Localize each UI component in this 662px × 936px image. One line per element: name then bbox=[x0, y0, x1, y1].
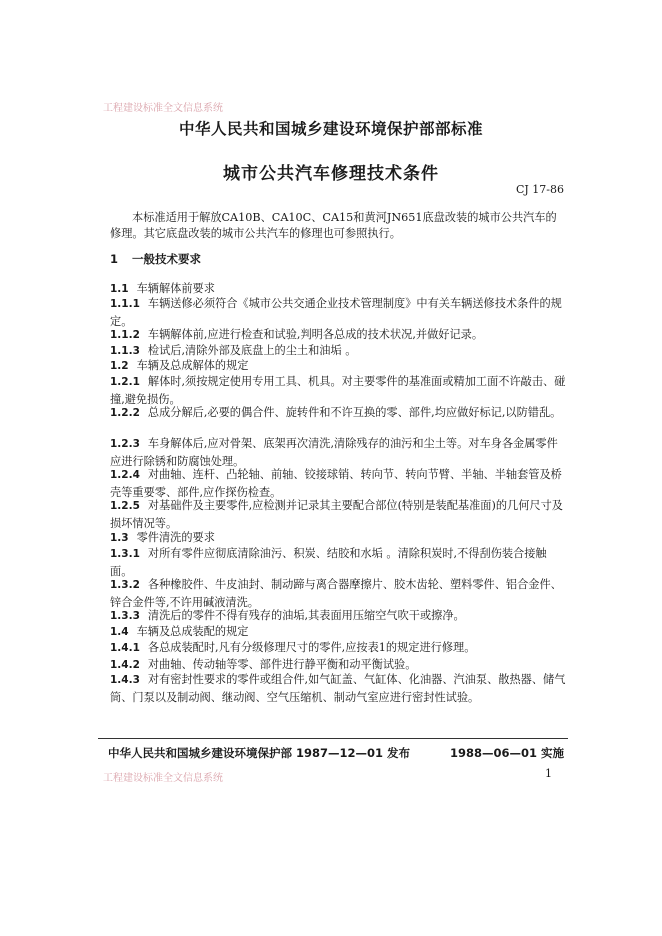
clause-text: 对所有零件应彻底清除油污、积炭、结胶和水垢 。清除积炭时,不得刮伤装合接触面。 bbox=[110, 547, 547, 578]
clause-text: 检试后,清除外部及底盘上的尘土和油垢 。 bbox=[147, 344, 357, 357]
clause-text: 对有密封性要求的零件或组合件,如气缸盖、气缸体、化油器、汽油泵、散热器、储气筒、门泵以及制动阀、继动阀、空气压缩机、制动气室应进行密封性试验。 bbox=[110, 673, 566, 704]
clause-text: 对基础件及主要零件,应检测并记录其主要配合部位(特别是装配基准面)的几何尺寸及损坏情况等。 bbox=[110, 499, 563, 530]
footer-divider bbox=[98, 738, 568, 739]
clause-number: 1.2.4 bbox=[110, 469, 140, 481]
issued-statement: 中华人民共和国城乡建设环境保护部 1987—12—01 发布 bbox=[108, 746, 411, 760]
clause-number: 1.1.3 bbox=[110, 345, 140, 357]
clause-number: 1.3 bbox=[110, 532, 129, 544]
watermark-top: 工程建设标准全文信息系统 bbox=[103, 103, 223, 114]
clause-text: 解体时,须按规定使用专用工具、机具。对主要零件的基准面或精加工面不许敲击、碰撞,避免损伤。 bbox=[110, 375, 566, 406]
section-number: 1 bbox=[110, 252, 119, 266]
clause-number: 1.4.3 bbox=[110, 674, 140, 686]
clause-number: 1.4.1 bbox=[110, 642, 140, 654]
clause-text: 车辆送修必须符合《城市公共交通企业技术管理制度》中有关车辆送修技术条件的规定。 bbox=[110, 297, 562, 328]
clause-number: 1.2.1 bbox=[110, 376, 140, 388]
clause-item bbox=[110, 435, 566, 470]
clause-text: 车辆及总成解体的规定 bbox=[136, 359, 249, 372]
clause-number: 1.2.2 bbox=[110, 407, 140, 419]
clause-item bbox=[110, 545, 566, 580]
document-organization: 中华人民共和国城乡建设环境保护部部标准 bbox=[178, 120, 483, 138]
page-number: 1 bbox=[545, 767, 552, 780]
section-title: 一般技术要求 bbox=[132, 252, 202, 266]
clause-item bbox=[110, 295, 566, 330]
clause-number: 1.4.2 bbox=[110, 659, 140, 671]
clause-number: 1.4 bbox=[110, 626, 129, 638]
clause-text: 车身解体后,应对骨架、底架再次清洗,清除残存的油污和尘土等。对车身各金属零件应进行除锈和防腐蚀处理。 bbox=[110, 437, 558, 468]
clause-item bbox=[110, 671, 566, 706]
clause-number: 1.3.3 bbox=[110, 610, 140, 622]
clause-number: 1.1.2 bbox=[110, 329, 140, 341]
clause-number: 1.3.1 bbox=[110, 548, 140, 560]
clause-item bbox=[110, 466, 566, 501]
clause-item bbox=[110, 639, 566, 657]
document-code: CJ 17-86 bbox=[515, 183, 564, 196]
document-title: 城市公共汽车修理技术条件 bbox=[223, 164, 439, 184]
clause-text: 对曲轴、连杆、凸轮轴、前轴、铰接球销、转向节、转向节臂、半轴、半轴套管及桥壳等重要零、部件,应作探伤检查。 bbox=[110, 468, 562, 499]
clause-item bbox=[110, 576, 566, 611]
watermark-bottom: 工程建设标准全文信息系统 bbox=[103, 773, 223, 784]
clause-text: 总成分解后,必要的偶合件、旋转件和不许互换的零、部件,均应做好标记,以防错乱。 bbox=[147, 406, 562, 419]
clause-item bbox=[110, 497, 566, 532]
clause-text: 车辆解体前,应进行检查和试验,判明各总成的技术状况,并做好记录。 bbox=[147, 328, 484, 341]
clause-number: 1.1 bbox=[110, 283, 129, 295]
clause-item bbox=[110, 404, 566, 422]
clause-number: 1.3.2 bbox=[110, 579, 140, 591]
effective-date: 1988—06—01 实施 bbox=[449, 746, 564, 760]
clause-text: 车辆及总成装配的规定 bbox=[136, 625, 249, 638]
clause-text: 各总成装配时,凡有分级修理尺寸的零件,应按表1的规定进行修理。 bbox=[147, 641, 476, 654]
clause-number: 1.2.5 bbox=[110, 500, 140, 512]
clause-number: 1.2 bbox=[110, 360, 129, 372]
clause-item bbox=[110, 373, 566, 408]
clause-text: 对曲轴、传动轴等零、部件进行静平衡和动平衡试验。 bbox=[147, 658, 417, 671]
intro-paragraph: 本标准适用于解放CA10B、CA10C、CA15和黄河JN651底盘改装的城市公共汽车的修理。其它底盘改装的城市公共汽车的修理也可参照执行。 bbox=[110, 211, 557, 240]
section-heading bbox=[110, 251, 201, 267]
clause-number: 1.2.3 bbox=[110, 438, 140, 450]
clause-text: 清洗后的零件不得有残存的油垢,其表面用压缩空气吹干或擦净。 bbox=[147, 609, 465, 622]
clause-number: 1.1.1 bbox=[110, 298, 140, 310]
clause-text: 零件清洗的要求 bbox=[136, 531, 215, 544]
clause-text: 车辆解体前要求 bbox=[136, 282, 215, 295]
clause-text: 各种橡胶件、牛皮油封、制动蹄与离合器摩擦片、胶木齿轮、塑料零件、铝合金件、锌合金件等,不许用碱液清洗。 bbox=[110, 578, 562, 609]
